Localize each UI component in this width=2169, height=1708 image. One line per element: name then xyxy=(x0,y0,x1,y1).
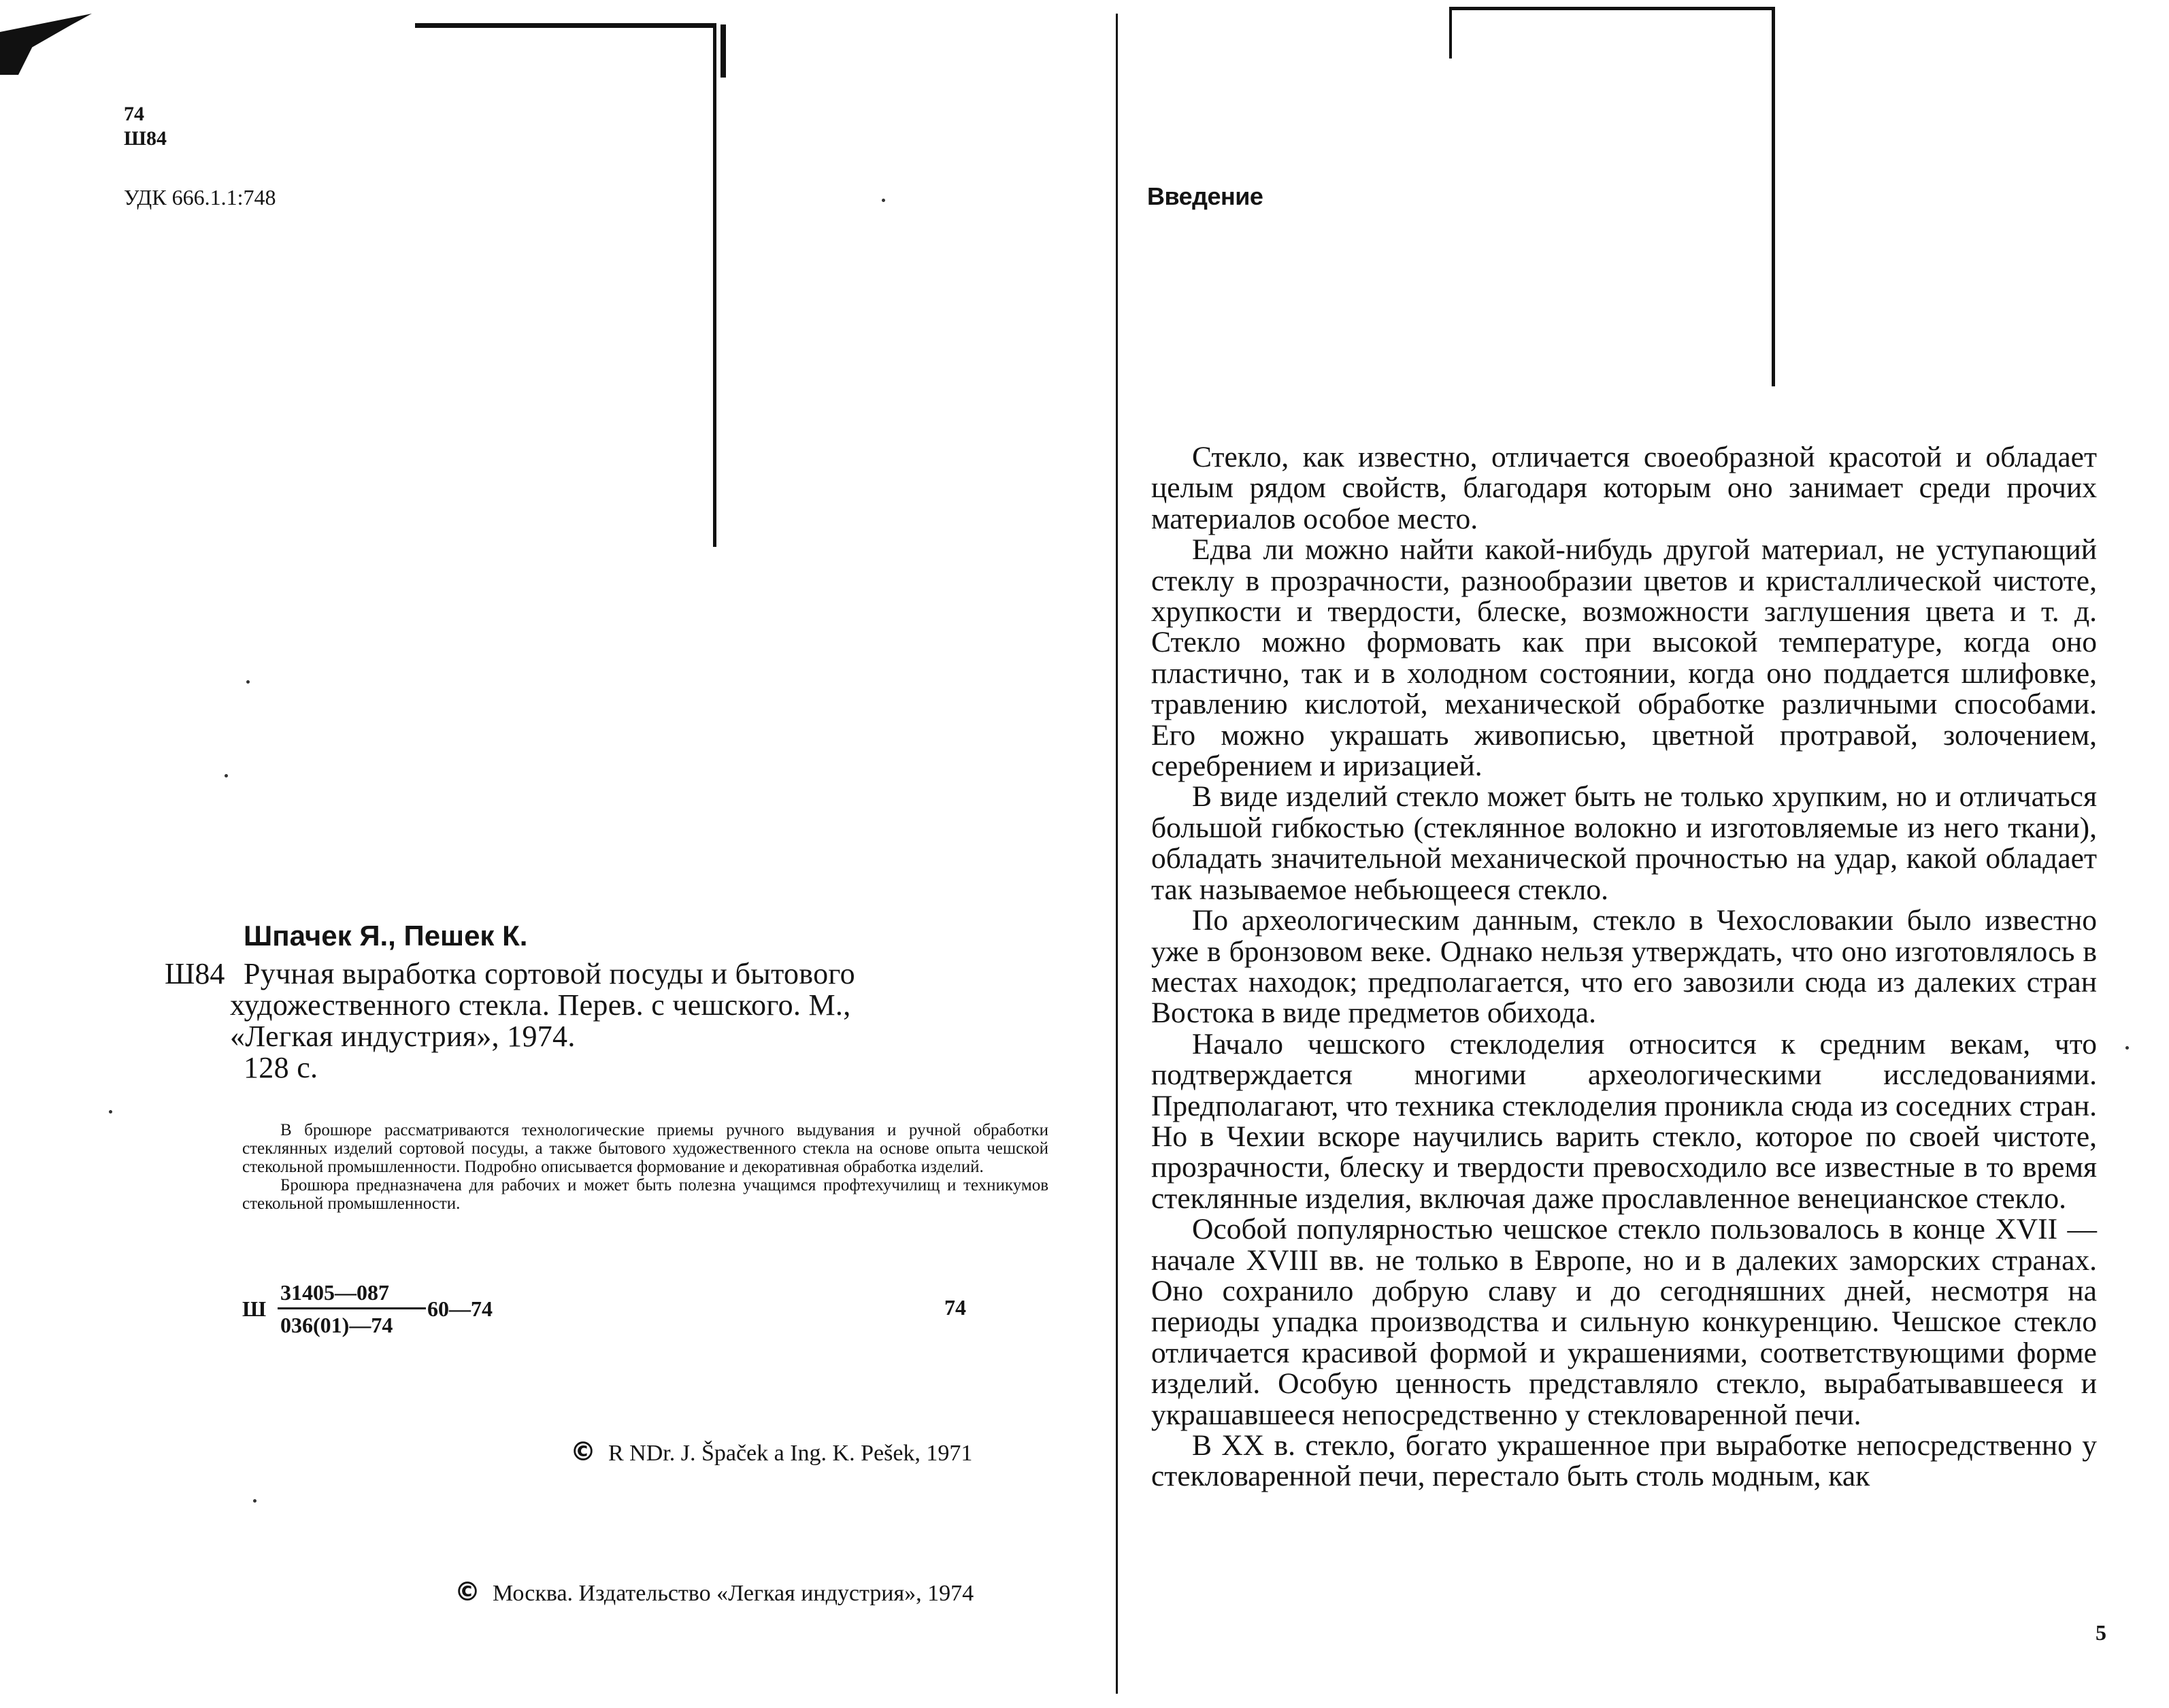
speck xyxy=(2125,1046,2129,1050)
body-paragraph: Стекло, как известно, отличается своеобразной красотой и обладает целым рядом свойств, благодаря которым оно занимает среди прочих материалов особое место. xyxy=(1151,441,2097,535)
body-paragraph: Начало чешского стеклоделия относится к средним векам, что подтверждается многими археологическими исследованиями. Предполагают, что техника стеклоделия проникла сюда из соседних стран. Но в Чехии вскоре научились варить стекло, которое по своей чистоте, прозрачности, блеску и твердости превосходило все известные в то время стеклянные изделия, включая даже прославленное венецианское стекло. xyxy=(1151,1027,2097,1215)
card-mark: Ш84 xyxy=(165,957,225,990)
class-code: 74 xyxy=(124,103,144,125)
scan-corner-artifact xyxy=(0,14,92,75)
card-authors: Шпачек Я., Пешек К. xyxy=(244,920,528,952)
scan-rule xyxy=(415,23,714,28)
copyright-publisher-text: Москва. Издательство «Легкая индустрия», 1974 xyxy=(493,1581,974,1606)
udk-code: УДК 666.1.1:748 xyxy=(124,185,276,210)
speck xyxy=(882,199,885,202)
scan-rule xyxy=(1772,7,1775,386)
fraction-line xyxy=(278,1307,426,1309)
speck xyxy=(225,774,228,777)
annotation xyxy=(242,1121,1048,1213)
bbk-numerator: 31405—087 xyxy=(280,1280,389,1305)
speck xyxy=(253,1499,256,1503)
copyright-icon: © xyxy=(570,1437,596,1467)
body-paragraph: В виде изделий стекло может быть не только хрупким, но и отличаться большой гибкостью (стеклянное волокно и изготовляемые из него ткани), обладать значительной механической прочностью на удар, какой обладает так называемое небьющееся стекло. xyxy=(1151,780,2097,906)
author-mark: Ш84 xyxy=(124,127,167,150)
card-title-line: «Легкая индустрия», 1974. xyxy=(230,1020,576,1053)
section-heading: Введение xyxy=(1147,182,1263,210)
scan-rule xyxy=(721,24,726,78)
speck xyxy=(109,1110,112,1113)
bbk-denominator: 036(01)—74 xyxy=(280,1313,393,1337)
bbk-index xyxy=(242,1280,1065,1355)
body-text xyxy=(1151,442,2097,1492)
bbk-suffix: 60—74 xyxy=(427,1296,493,1321)
body-paragraph: В XX в. стекло, богато украшенное при выработке непосредственно у стекловаренной печи, перестало быть столь модным, как xyxy=(1151,1429,2097,1493)
annotation-paragraph: Брошюра предназначена для рабочих и может быть полезна учащимся профтехучилищ и техникумов стекольной промышленности. xyxy=(242,1176,1048,1213)
card-pages: 128 с. xyxy=(244,1051,318,1084)
copyright-authors xyxy=(570,1437,972,1467)
speck xyxy=(246,680,250,684)
card-title-line: Ручная выработка сортовой посуды и бытового xyxy=(244,957,855,990)
card-title-line: художественного стекла. Перев. с чешского. М., xyxy=(230,988,851,1022)
body-paragraph: Едва ли можно найти какой-нибудь другой материал, не уступающий стеклу в прозрачности, разнообразии цветов и кристаллической чистоте, хрупкости и твердости, блеске, возможности заглушения цвета и т. д. Стекло можно формовать как при высокой температуре, когда оно пластично, так и в холодном состоянии, когда оно поддается шлифовке, травлению кислотой, механической обработке различными способами. Его можно украшать живописью, цветной протравой, золочением, серебрением и иризацией. xyxy=(1151,533,2097,783)
body-paragraph: По археологическим данным, стекло в Чехословакии было известно уже в бронзовом веке. Однако нельзя утверждать, что оно изготовлялось в местах находок; предполагается, что его завозили сюда из далеких стран Востока в виде предметов обихода. xyxy=(1151,904,2097,1030)
scan-rule xyxy=(713,23,716,547)
annotation-paragraph: В брошюре рассматриваются технологические приемы ручного выдувания и ручной обработки стеклянных изделий сортовой посуды, а также бытового художественного стекла на основе опыта чешской стекольной промышленности. Подробно описывается формование и декоративная обработка изделий. xyxy=(242,1121,1048,1176)
body-paragraph: Особой популярностью чешское стекло пользовалось в конце XVII — начале XVIII вв. не только в Европе, но и в далеких заморских странах. Оно сохранило добрую славу и до сегодняшних дней, несмотря на периоды упадка производства и сильную конкуренцию. Чешское стекло отличается красивой формой и украшениями, соответствующими форме изделий. Особую ценность представляло стекло, вырабатывавшееся и украшавшееся непосредственно у стекловаренной печи. xyxy=(1151,1213,2097,1431)
bbk-code-right: 74 xyxy=(944,1295,966,1320)
copyright-icon: © xyxy=(454,1577,480,1607)
copyright-authors-text: R NDr. J. Špaček a Ing. K. Pešek, 1971 xyxy=(608,1441,973,1466)
scan-rule xyxy=(1449,7,1452,58)
page-number: 5 xyxy=(2096,1620,2106,1645)
copyright-publisher xyxy=(454,1577,974,1607)
bbk-letter: Ш xyxy=(242,1296,267,1321)
scan-rule xyxy=(1449,7,1773,10)
